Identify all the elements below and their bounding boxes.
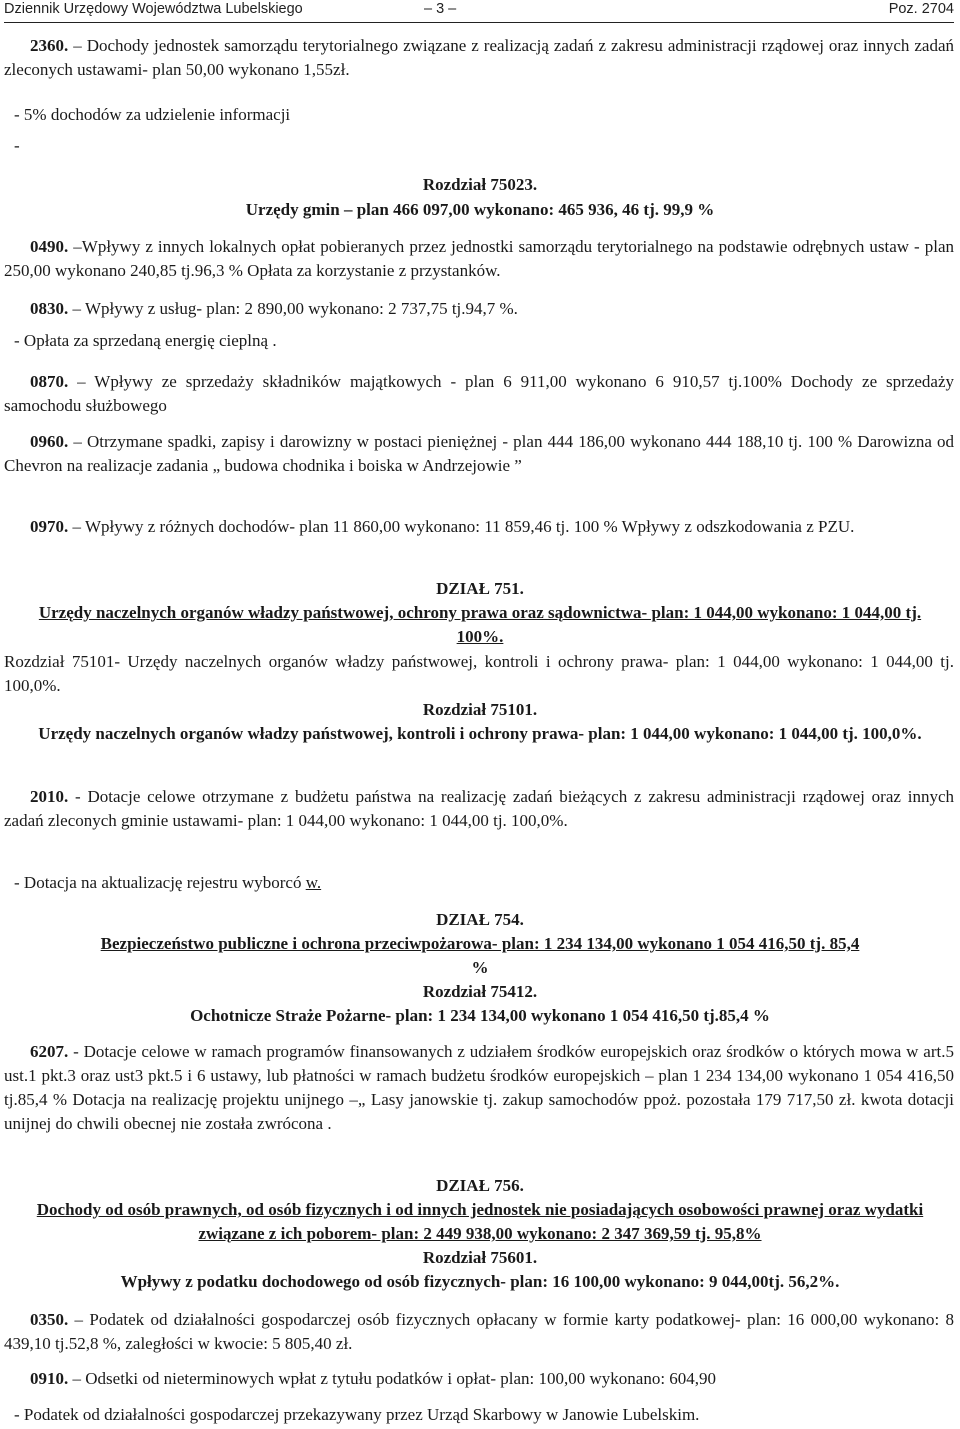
text-0910: – Odsetki od nieterminowych wpłat z tytułu podatków i opłat- plan: 100,00 wykonano: 604,90 xyxy=(68,1369,717,1388)
code-6207: 6207. xyxy=(30,1042,69,1061)
paragraph-2360 xyxy=(4,34,954,82)
section-75601-title: Rozdział 75601. xyxy=(422,1248,538,1267)
section-75101-summary: Urzędy naczelnych organów władzy państwowej, kontroli i ochrony prawa- plan: 1 044,00 wykonano: 1 044,00 tj. 100,0%. xyxy=(38,724,922,743)
section-75601-summary: Wpływy z podatku dochodowego od osób fizycznych- plan: 16 100,00 wykonano: 9 044,00tj. 56,2%. xyxy=(120,1272,840,1291)
journal-title: Dziennik Urzędowy Województwa Lubelskiego xyxy=(4,1,303,17)
division-754-percent: % xyxy=(471,958,489,977)
division-754-summary-text: Bezpieczeństwo publiczne i ochrona przeciwpożarowa- plan: 1 234 134,00 wykonano 1 054 416,50 tj. 85,4 xyxy=(100,934,860,953)
dash-line: - xyxy=(14,136,20,155)
item-2010 xyxy=(4,871,954,895)
paragraph-0970 xyxy=(4,515,954,539)
section-75412-summary: Ochotnicze Straże Pożarne- plan: 1 234 134,00 wykonano 1 054 416,50 tj.85,4 % xyxy=(190,1006,770,1025)
page-number: – 3 – xyxy=(424,1,457,17)
code-0350: 0350. xyxy=(30,1310,69,1329)
text-0870: – Wpływy ze sprzedaży składników majątkowych - plan 6 911,00 wykonano 6 910,57 tj.100% Dochody ze sprzedaży samochodu służbowego xyxy=(4,372,954,415)
item-2360: - 5% dochodów za udzielenie informacji xyxy=(14,105,291,124)
item-2010-text: - Dotacja na aktualizację rejestru wyborcó xyxy=(14,873,306,892)
code-0830: 0830. xyxy=(30,299,69,318)
text-2010: - Dotacje celowe otrzymane z budżetu państwa na realizację zadań bieżących z zakresu administracji rządowej oraz innych zadań zleconych gminie ustawami- plan: 1 044,00 wykonano: 1 044,00 tj. 100,0%. xyxy=(4,787,954,830)
section-75101-line: Rozdział 75101- Urzędy naczelnych organów władzy państwowej, kontroli i ochrony prawa- plan: 1 044,00 wykonano: 1 044,00 tj. 100,0%. xyxy=(4,652,954,695)
section-75101-title: Rozdział 75101. xyxy=(422,700,538,719)
division-751-summary: Urzędy naczelnych organów władzy państwowej, ochrony prawa oraz sądownictwa- plan: 1 044,00 wykonano: 1 044,00 tj. 100%. xyxy=(38,603,922,646)
section-75412-title: Rozdział 75412. xyxy=(422,982,538,1001)
division-754-summary xyxy=(0,932,960,956)
text-2360: – Dochody jednostek samorządu terytorialnego związane z realizacją zadań z zakresu administracji rządowej oraz innych zadań zleconych ustawami- plan 50,00 wykonano 1,55zł. xyxy=(4,36,954,79)
paragraph-0870 xyxy=(4,370,954,418)
text-0970: – Wpływy z różnych dochodów- plan 11 860,00 wykonano: 11 859,46 tj. 100 % Wpływy z odszkodowania z PZU. xyxy=(68,517,855,536)
division-756-title: DZIAŁ 756. xyxy=(436,1176,524,1195)
item-2010-tail: w. xyxy=(305,873,322,892)
position-number: Poz. 2704 xyxy=(888,1,954,17)
code-0960: 0960. xyxy=(30,432,69,451)
text-0490: –Wpływy z innych lokalnych opłat pobieranych przez jednostki samorządu terytorialnego na podstawie odrębnych ustaw - plan 250,00 wykonano 240,85 tj.96,3 % Opłata za korzystanie z przystanków. xyxy=(4,237,954,280)
paragraph-2010 xyxy=(4,785,954,833)
division-754-title: DZIAŁ 754. xyxy=(436,910,524,929)
item-0910: - Podatek od działalności gospodarczej przekazywany przez Urząd Skarbowy w Janowie Lubelskim. xyxy=(14,1405,700,1424)
paragraph-0960 xyxy=(4,430,954,478)
section-75023-title: Rozdział 75023. xyxy=(422,175,538,194)
text-0350: – Podatek od działalności gospodarczej osób fizycznych opłacany w formie karty podatkowej- plan: 16 000,00 wykonano: 8 439,10 tj.52,8 %, zaległości w kwocie: 5 805,40 zł. xyxy=(4,1310,954,1353)
item-0830: - Opłata za sprzedaną energię cieplną . xyxy=(14,331,277,350)
code-0490: 0490. xyxy=(30,237,69,256)
paragraph-6207 xyxy=(4,1040,954,1136)
division-756-summary: Dochody od osób prawnych, od osób fizycznych i od innych jednostek nie posiadających osobowości prawnej oraz wydatki związane z ich poborem- plan: 2 449 938,00 wykonano: 2 347 369,59 tj. 95,8% xyxy=(36,1200,924,1243)
page-header xyxy=(4,0,954,23)
paragraph-0490 xyxy=(4,235,954,283)
text-6207: - Dotacje celowe w ramach programów finansowanych z udziałem środków europejskich oraz środków o których mowa w art.5 ust.1 pkt.3 oraz ust3 pkt.5 i 6 ustawy, lub płatności w ramach budżetu środków europejskich – plan 1 234 134,00 wykonano 1 054 416,50 tj.85,4 % Dotacja na realizację projektu unijnego –„ Lasy janowskie tj. zakup samochodów ppoż. pozostała 179 717,50 zł. kwota dotacji unijnej do chwili obecnej nie została zwrócona . xyxy=(4,1042,954,1133)
paragraph-0910 xyxy=(4,1367,954,1391)
code-0970: 0970. xyxy=(30,517,69,536)
section-75023-summary: Urzędy gmin – plan 466 097,00 wykonano: 465 936, 46 tj. 99,9 % xyxy=(245,200,715,219)
text-0960: – Otrzymane spadki, zapisy i darowizny w postaci pieniężnej - plan 444 186,00 wykonano 444 188,10 tj. 100 % Darowizna od Chevron na realizacje zadania „ budowa chodnika i boiska w Andrzejowie ” xyxy=(4,432,954,475)
code-2360: 2360. xyxy=(30,36,69,55)
code-0910: 0910. xyxy=(30,1369,69,1388)
division-751-title: DZIAŁ 751. xyxy=(436,579,524,598)
paragraph-0350 xyxy=(4,1308,954,1356)
code-0870: 0870. xyxy=(30,372,69,391)
code-2010: 2010. xyxy=(30,787,69,806)
paragraph-0830 xyxy=(4,297,954,321)
text-0830: – Wpływy z usług- plan: 2 890,00 wykonano: 2 737,75 tj.94,7 %. xyxy=(68,299,518,318)
